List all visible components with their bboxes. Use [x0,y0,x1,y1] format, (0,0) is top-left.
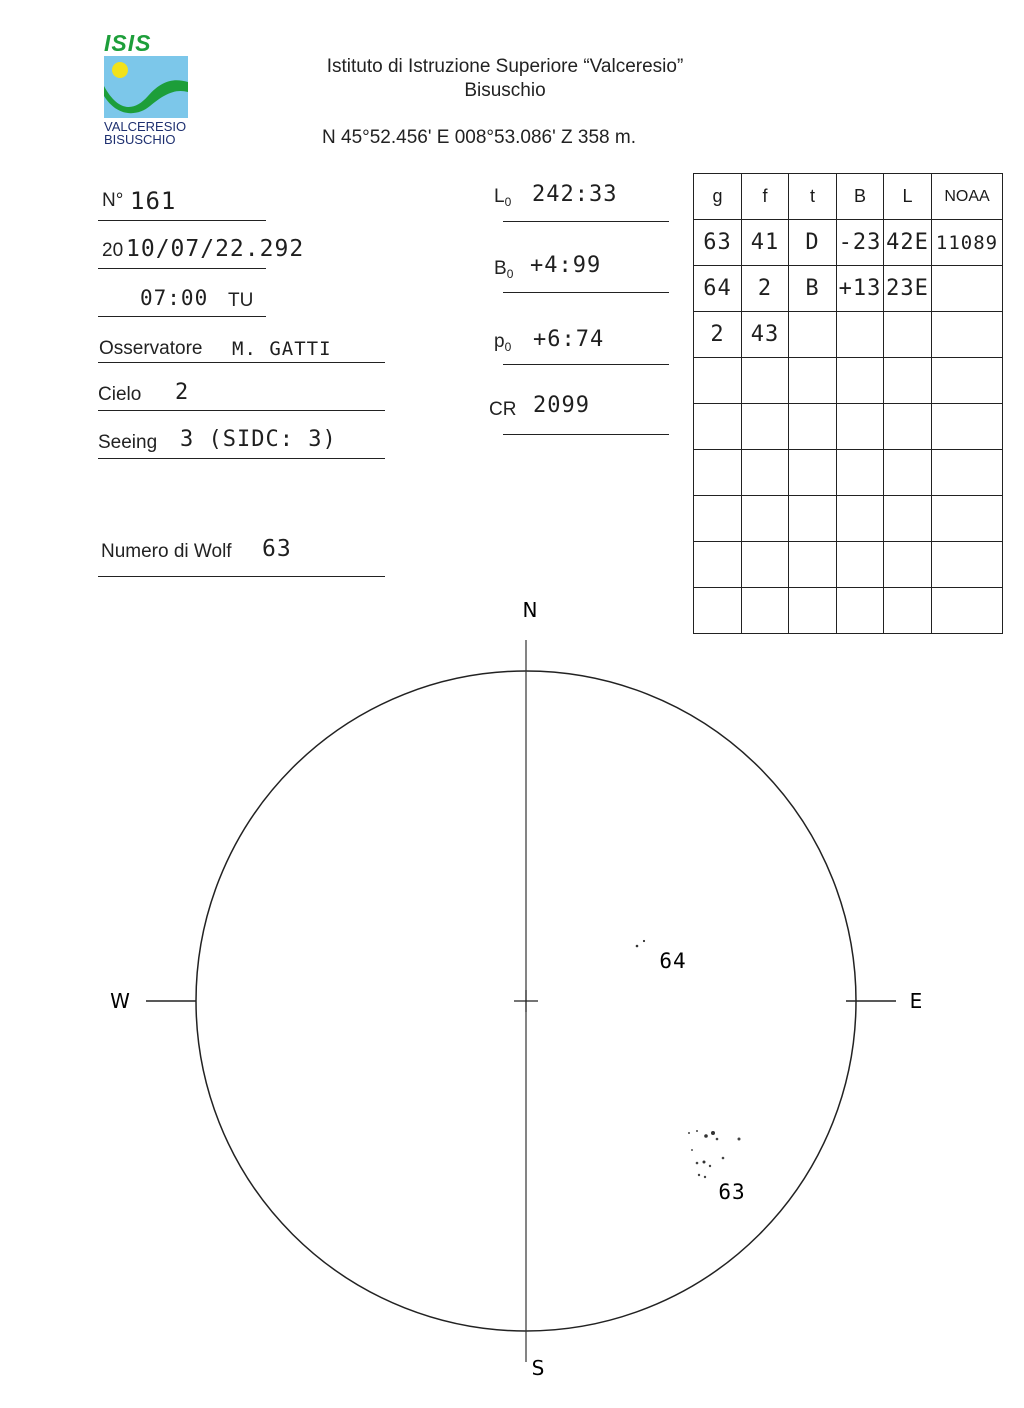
p0-value: +6:74 [533,327,605,352]
cell-noaa [932,358,1003,404]
logo-caption [104,120,186,146]
date-underline [98,268,266,269]
cell-g: 63 [694,220,742,266]
cell-noaa [932,266,1003,312]
cell-l [884,542,932,588]
table-row [694,496,1003,542]
cell-l [884,404,932,450]
cell-noaa [932,450,1003,496]
logo-caption-line1: VALCERESIO [104,119,187,134]
cell-t [789,450,837,496]
number-label: N° [102,190,124,211]
table-row [694,404,1003,450]
cell-l [884,358,932,404]
cell-b: -23 [837,220,884,266]
cell-noaa [932,542,1003,588]
time-unit: TU [228,290,254,311]
table-row [694,450,1003,496]
cell-g [694,358,742,404]
cell-t [789,312,837,358]
sky-underline [98,410,385,411]
cr-underline [503,434,669,435]
wolf-underline [98,576,385,577]
cell-noaa [932,496,1003,542]
table-body [694,220,1003,634]
east-label: E [909,989,923,1013]
cell-f [742,450,789,496]
b0-label: $B_0$ [494,258,514,281]
cell-f [742,496,789,542]
number-underline [98,220,266,221]
l0-underline [503,221,669,222]
cell-t [789,404,837,450]
time-value: 07:00 [140,286,209,310]
cell-b [837,358,884,404]
cell-f: 41 [742,220,789,266]
group-64-label: 64 [659,949,687,973]
sunspot-group-table [693,173,1003,634]
cell-b [837,496,884,542]
cr-label: CR [489,399,517,420]
cr-value: 2099 [533,393,590,418]
institute-name: Istituto di Istruzione Superiore “Valceresio” [326,56,684,77]
table-row [694,312,1003,358]
north-label: N [522,598,538,622]
cell-f: 2 [742,266,789,312]
wolf-label: Numero di Wolf [101,541,232,562]
cell-t [789,496,837,542]
b0-underline [503,292,669,293]
cell-t [789,542,837,588]
cell-g [694,496,742,542]
cell-noaa [932,404,1003,450]
cell-f: 43 [742,312,789,358]
p0-underline [503,364,669,365]
b0-value: +4:99 [530,253,602,278]
cell-b: +13 [837,266,884,312]
cell-noaa [932,312,1003,358]
institute-town: Bisuschio [464,80,546,101]
seeing-value: 3 (SIDC: 3) [180,427,337,452]
cell-t: B [789,266,837,312]
sky-value: 2 [175,380,190,405]
table-row [694,542,1003,588]
cell-l: 23E [884,266,932,312]
observatory-coordinates: N 45°52.456' E 008°53.086' Z 358 m. [322,127,636,148]
date-value: 10/07/22.292 [126,236,305,262]
cell-g: 64 [694,266,742,312]
logo-emblem [104,56,188,118]
sunspot-group-63 [688,1130,741,1178]
observer-value: M. GATTI [232,338,332,360]
col-header-f: f [742,174,789,220]
cell-g [694,542,742,588]
table-row [694,266,1003,312]
west-label: W [110,989,130,1013]
cell-f [742,404,789,450]
logo-wordmark: ISIS [104,30,152,56]
cell-f [742,542,789,588]
cell-l [884,312,932,358]
cell-l: 42E [884,220,932,266]
solar-disk-drawing [0,590,1024,1390]
table-row [694,220,1003,266]
col-header-noaa: NOAA [932,174,1003,220]
seeing-underline [98,458,385,459]
cell-l [884,450,932,496]
date-prefix: 20 [102,240,124,261]
seeing-label: Seeing [98,432,158,453]
table-row [694,358,1003,404]
col-header-b: B [837,174,884,220]
cell-t: D [789,220,837,266]
l0-label: $L_0$ [494,186,512,209]
wolf-value: 63 [262,536,292,562]
cell-f [742,358,789,404]
group-63-label: 63 [718,1180,746,1204]
observer-underline [98,362,385,363]
south-label: S [531,1356,545,1380]
time-underline [98,316,266,317]
observer-label: Osservatore [99,338,203,359]
col-header-l: L [884,174,932,220]
cell-g: 2 [694,312,742,358]
sunspot-group-64 [636,940,645,947]
col-header-t: t [789,174,837,220]
col-header-g: g [694,174,742,220]
cell-b [837,450,884,496]
cell-b [837,542,884,588]
sky-label: Cielo [98,384,142,405]
cell-b [837,312,884,358]
table-header-row [694,174,1003,220]
cell-noaa: 11089 [932,220,1003,266]
l0-value: 242:33 [532,182,618,207]
number-value: 161 [130,187,177,215]
cell-g [694,404,742,450]
cell-t [789,358,837,404]
logo-caption-line2: BISUSCHIO [104,132,176,147]
cell-l [884,496,932,542]
sun-wave-logo-icon [104,56,188,118]
cell-b [837,404,884,450]
p0-label: $p_0$ [494,331,512,354]
cell-g [694,450,742,496]
